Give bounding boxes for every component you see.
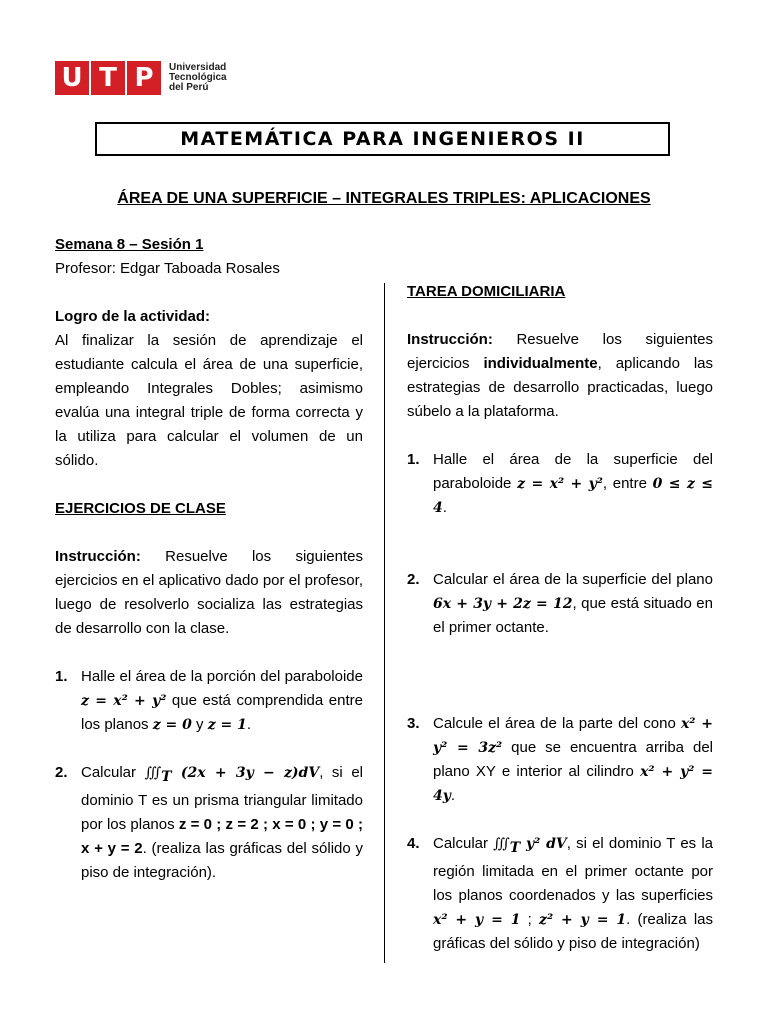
instruction-text: Resuelve los siguientes ejercicios en el aplicativo dado por el profesor, luego de resolverlo socializa las estrategias de desarrollo con la clase. xyxy=(55,548,363,637)
exercise-text: . (realiza las gráficas del sólido y piso de integración) xyxy=(433,911,714,952)
exercise-text: Calcular xyxy=(81,764,145,781)
homework-exercise-4 xyxy=(407,832,713,956)
logo-line-2: Tecnológica xyxy=(169,72,227,83)
logo-letter-t: T xyxy=(91,61,125,95)
exercise-text: Calcular xyxy=(433,835,494,852)
exercise-body xyxy=(433,568,713,640)
exercise-text: , que está situado en el primer octante. xyxy=(433,595,713,636)
exercise-number: 1. xyxy=(55,668,68,685)
exercise-text: . xyxy=(246,716,252,733)
column-divider xyxy=(384,283,385,963)
class-exercise-1 xyxy=(55,665,363,737)
exercise-number: 3. xyxy=(407,715,420,732)
logo-letter-u: U xyxy=(55,61,89,95)
exercise-body xyxy=(81,665,363,737)
math-expression: y² dV xyxy=(520,836,567,852)
course-title: MATEMÁTICA PARA INGENIEROS II xyxy=(95,122,670,156)
exercise-text: . xyxy=(450,787,456,804)
exercise-body xyxy=(433,712,713,808)
logo-text xyxy=(169,63,227,93)
exercise-text: que está comprendida entre los planos xyxy=(81,692,363,733)
professor-name: Profesor: Edgar Taboada Rosales xyxy=(55,260,280,277)
exercise-text: Halle el área de la porción del paraboloide xyxy=(81,668,363,685)
logro-text: Al finalizar la sesión de aprendizaje el estudiante calcula el área de una superficie, empleando Integrales Dobles; asimismo evalúa una integral triple de forma correcta y la utiliza para calcular el volumen de un sólido. xyxy=(55,332,363,469)
instruction-label: Instrucción: xyxy=(407,331,493,348)
exercise-text: Calcular el área de la superficie del plano xyxy=(433,571,713,588)
exercise-text: Halle el área de la superficie del paraboloide xyxy=(433,451,713,492)
integral-domain: T xyxy=(161,769,172,785)
exercise-text: , si el dominio T es un prisma triangular limitado por los planos xyxy=(81,764,364,833)
logo-line-1: Universidad xyxy=(169,62,227,73)
math-expression: (2x + 3y − z)dV xyxy=(171,765,320,781)
math-expression: 0 ≤ z ≤ 4 xyxy=(433,476,713,516)
session-subtitle: ÁREA DE UNA SUPERFICIE – INTEGRALES TRIPLES: APLICACIONES xyxy=(117,190,651,207)
logo-line-3: del Perú xyxy=(169,82,209,93)
instruction-label: Instrucción: xyxy=(55,548,141,565)
instruction-text: Resuelve los siguientes ejercicios xyxy=(407,331,713,372)
exercise-body xyxy=(433,448,713,520)
right-column xyxy=(407,280,713,956)
math-expression: 6x + 3y + 2z = 12 xyxy=(433,596,573,612)
instruction-text: , aplicando las estrategias de desarrollo practicadas, luego súbelo a la plataforma. xyxy=(407,355,714,420)
exercise-number: 2. xyxy=(407,571,420,588)
homework-exercise-3 xyxy=(407,712,713,808)
exercise-text: , entre xyxy=(602,475,653,492)
exercise-text: Calcule el área de la parte del cono xyxy=(433,715,681,732)
math-expression: x² + y = 1 xyxy=(433,912,521,928)
logo-letter-p: P xyxy=(127,61,161,95)
exercise-number: 2. xyxy=(55,764,68,781)
math-expression: z² + y = 1 xyxy=(539,912,627,928)
math-expression: z = 0 xyxy=(152,717,192,733)
exercise-body xyxy=(81,761,363,885)
homework-exercise-1 xyxy=(407,448,713,520)
exercise-text: . (realiza las gráficas del sólido y piso de integración). xyxy=(81,840,363,881)
exercise-text: ; xyxy=(520,911,540,928)
exercise-text: y xyxy=(191,716,208,733)
week-session: Semana 8 – Sesión 1 xyxy=(55,236,204,253)
integral-domain: T xyxy=(509,840,521,856)
exercise-body xyxy=(433,832,713,956)
logro-title: Logro de la actividad: xyxy=(55,308,211,325)
tarea-title: TAREA DOMICILIARIA xyxy=(407,283,566,300)
exercise-number: 1. xyxy=(407,451,420,468)
exercise-text: , si el dominio T es la región limitada en el primer octante por los planos coordenados y las superficies xyxy=(433,835,713,904)
math-expression: z = x² + y² xyxy=(517,476,603,492)
homework-instruction xyxy=(407,328,713,424)
math-expression: z = x² + y² xyxy=(81,693,167,709)
math-expression: x² + y² = 4y xyxy=(433,764,714,804)
triple-integral-symbol: ∭ xyxy=(144,765,162,781)
class-instruction xyxy=(55,545,363,641)
exercise-text: . xyxy=(442,499,447,516)
left-column xyxy=(55,233,363,885)
exercise-number: 4. xyxy=(407,835,420,852)
ejercicios-title: EJERCICIOS DE CLASE xyxy=(55,500,226,517)
instruction-emphasis: individualmente xyxy=(483,355,598,372)
homework-exercise-2 xyxy=(407,568,713,640)
planes-list: z = 0 ; z = 2 ; x = 0 ; y = 0 ; x + y = 2 xyxy=(81,816,363,857)
class-exercise-2 xyxy=(55,761,363,885)
math-expression: z = 1 xyxy=(207,717,247,733)
triple-integral-symbol: ∭ xyxy=(493,836,510,852)
utp-logo xyxy=(55,60,227,96)
exercise-text: que se encuentra arriba del plano XY e interior al cilindro xyxy=(433,739,713,780)
math-expression: x² + y² = 3z² xyxy=(433,716,713,756)
